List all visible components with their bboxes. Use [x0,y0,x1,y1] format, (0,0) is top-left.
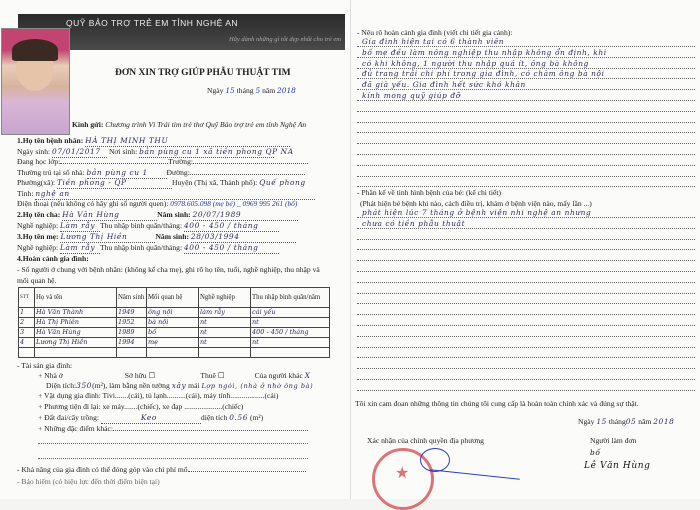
dotted-line [357,336,695,337]
dotted-line [357,260,695,261]
table-row [19,348,330,358]
dotted-line [357,325,695,326]
dotted-line [357,143,695,144]
dotted-line [357,111,695,112]
dotted-line [357,303,695,304]
table-cell: nt [251,338,330,348]
handwritten-line: đủ trang trải chi phí trong gia đình, có chăm ông bà nội [362,69,605,79]
area-row: Diện tích:350(m²), làm bằng nền tường xây mái Lợp ngói, (nhà ở nhờ ông bà) [46,381,314,390]
handwritten-line: Gia đình hiện tại có 6 thành viên [362,37,505,46]
table-cell: Hà Văn Hùng [35,328,117,338]
org-slogan: Hãy dành những gì tốt đẹp nhất cho trẻ em [228,36,341,43]
dotted-line [38,443,308,444]
table-cell [199,348,251,358]
official-signature-icon [420,448,450,472]
table-row [19,328,330,338]
school-row: Đang học lớp: Trường: [17,157,308,167]
table-cell: 400 - 450 / tháng [251,328,330,338]
handwritten-line: chưa có tiền phẫu thuật [362,218,466,228]
table-cell: 1 [19,308,35,318]
dotted-line [357,239,695,240]
table-cell [19,348,35,358]
applicant-role: bố [590,448,601,457]
org-name: QUỸ BẢO TRỢ TRẺ EM TỈNH NGHỆ AN [66,18,239,28]
table-row [19,308,330,318]
column-header: Nghề nghiệp [199,288,251,308]
table-cell: bố [147,328,199,338]
family-heading: 4.Hoàn cảnh gia đình: [17,254,89,263]
dotted-line [357,249,695,250]
column-header: Họ và tên [35,288,117,308]
land-row: + Đất đai/cây trồng: Keo diện tích 0.56 (m²) [38,413,264,422]
table-cell: nt [199,328,251,338]
table-cell: nt [199,338,251,348]
province-row: Tỉnh: nghệ an [17,189,315,200]
dotted-line [357,379,695,380]
father-row: 2.Họ tên cha: Hà Văn Hùng Năm sinh: 20/07/1989 [17,210,298,221]
dotted-line [357,293,695,294]
column-header: Mối quan hệ [147,288,199,308]
sign-date: Ngày 15 tháng05 năm 2018 [578,417,675,426]
table-cell [35,348,117,358]
family-desc-1: - Số người ở chung với bệnh nhân: (không kể cha mẹ), ghi rõ họ tên, tuổi, nghề nghiệp, thu nhập và [17,265,320,274]
pledge: Tôi xin cam đoan những thông tin chúng tôi cung cấp là hoàn toàn chính xác và đúng sự thật. [355,399,639,408]
handwritten-line: đã già yếu. Gia đình hết sức khó khăn [362,80,526,90]
table-cell: 1952 [117,318,147,328]
handwritten-line: bố mẹ đều làm nông nghiệp thu nhập không ổn định, khi [362,47,607,57]
family-desc-2: mối quan hệ. [17,276,57,285]
addressee: Kính gửi: Chương trình Vì Trái tim trẻ thơ Quỹ Bảo trợ trẻ em tỉnh Nghệ An [72,120,307,129]
table-cell: 2 [19,318,35,328]
table-cell: 1994 [117,338,147,348]
table-cell: Hà Văn Thành [35,308,117,318]
address-row: Thường trú tại số nhà: bản pùng cu 1 Đường: [17,168,305,179]
table-cell: nt [199,318,251,328]
table-cell [147,348,199,358]
column-header: Năm sinh [117,288,147,308]
patient-name-row: 1.Họ tên bệnh nhân: HÀ THỊ MINH THU [17,136,290,147]
dotted-line [357,271,695,272]
form-left-page [0,0,350,499]
dotted-line [357,368,695,369]
dotted-line [357,132,695,133]
dotted-line [357,314,695,315]
insurance-row: - Bảo hiểm (có hiệu lực đến thời điểm hiện tại) [17,477,160,486]
local-confirm-label: Xác nhận của chính quyền địa phương [367,436,484,445]
dotted-line [357,154,695,155]
contribution-row: - Khả năng của gia đình có thể đóng góp vào chi phí mổ [17,465,306,475]
transport-row: + Phương tiện đi lại: xe máy.......(chiếc), xe đạp ....................(chiếc) [38,402,244,411]
table-cell: Lương Thị Hiền [35,338,117,348]
applicant-label: Người làm đơn [590,436,637,445]
other-features-row: + Những đặc điểm khác: [38,424,308,434]
situation-label: - Nêu rõ hoàn cảnh gia đình (viết chi tiết gia cảnh): [357,28,513,37]
dotted-line [357,176,695,177]
table-cell [117,348,147,358]
table-cell: 1949 [117,308,147,318]
table-cell: Hà Thị Phiên [35,318,117,328]
handwritten-line: kính mong quỹ giúp đỡ [362,91,461,100]
table-row [19,338,330,348]
household-table [18,287,330,358]
column-header: Thu nhập bình quân/năm [251,288,330,308]
illness-label: - Phần kể về tình hình bệnh của bé: (kể chi tiết) [357,188,502,197]
handwritten-line: phát hiện lúc 7 tháng ở bệnh viện nhi nghệ an nhưng [362,208,592,217]
assets-heading: - Tài sản gia đình: [17,361,73,370]
ward-row: Phường(xã): Tiền phong - QP Huyện (Thị xã, Thành phố): Quế phong [17,178,306,187]
table-cell: bà nội [147,318,199,328]
dotted-line [357,165,695,166]
dotted-line [357,357,695,358]
dotted-line [357,122,695,123]
table-cell: 4 [19,338,35,348]
mother-job-row: Nghề nghiệp: Làm rẫy Thu nhập bình quân/tháng: 400 - 450 / tháng [17,243,279,254]
form-title: ĐƠN XIN TRỢ GIÚP PHẪU THUẬT TIM [115,68,291,78]
phone-row: Điện thoại (nếu không có hãy ghi số người quen): 0978.605.098 (mẹ bé) _ 0969 995 261 (bố) [17,199,298,208]
dotted-line [357,282,695,283]
dob-row: Ngày sinh: 07/01/2017 Nơi sinh: bản pùng cu 1 xã tiền phong QP NA [17,147,294,156]
form-date: Ngày 15 tháng 5 năm 2018 [207,86,296,95]
patient-photo [1,28,70,135]
mother-row: 3.Họ tên mẹ: Lương Thị Hiền Năm sinh: 28/03/1994 [17,232,296,243]
table-cell: làm rẫy [199,308,251,318]
table-cell: ông nội [147,308,199,318]
table-cell [251,348,330,358]
dotted-line [38,458,308,459]
dotted-line [357,390,695,391]
table-row [19,318,330,328]
table-cell: 1989 [117,328,147,338]
table-cell: nt [251,318,330,328]
table-cell: cái yếu [251,308,330,318]
goods-row: + Vật dụng gia đình: Tivi.......(cái), tủ lạnh..........(cái), máy tính..................(cái) [38,391,279,400]
table-header [19,288,330,308]
dotted-line [357,347,695,348]
table-cell: 3 [19,328,35,338]
housing-row: + Nhà ở Sở hữu ☐ Thuê ☐ Của người khác X [38,371,311,380]
handwritten-line: có khi không, 1 người thu nhập quá ít, ông bà không [362,58,589,68]
applicant-signature: Lê Văn Hùng [584,461,651,471]
table-cell: mẹ [147,338,199,348]
illness-hint: (Phát hiện bé bệnh khi nào, cách điều trị, khám ở bệnh viện nào, mấy lần ...) [360,199,592,208]
father-job-row: Nghề nghiệp: Làm rẫy Thu nhập bình quân/tháng: 400 - 450 / tháng [17,221,279,232]
column-header: STT [19,288,35,308]
